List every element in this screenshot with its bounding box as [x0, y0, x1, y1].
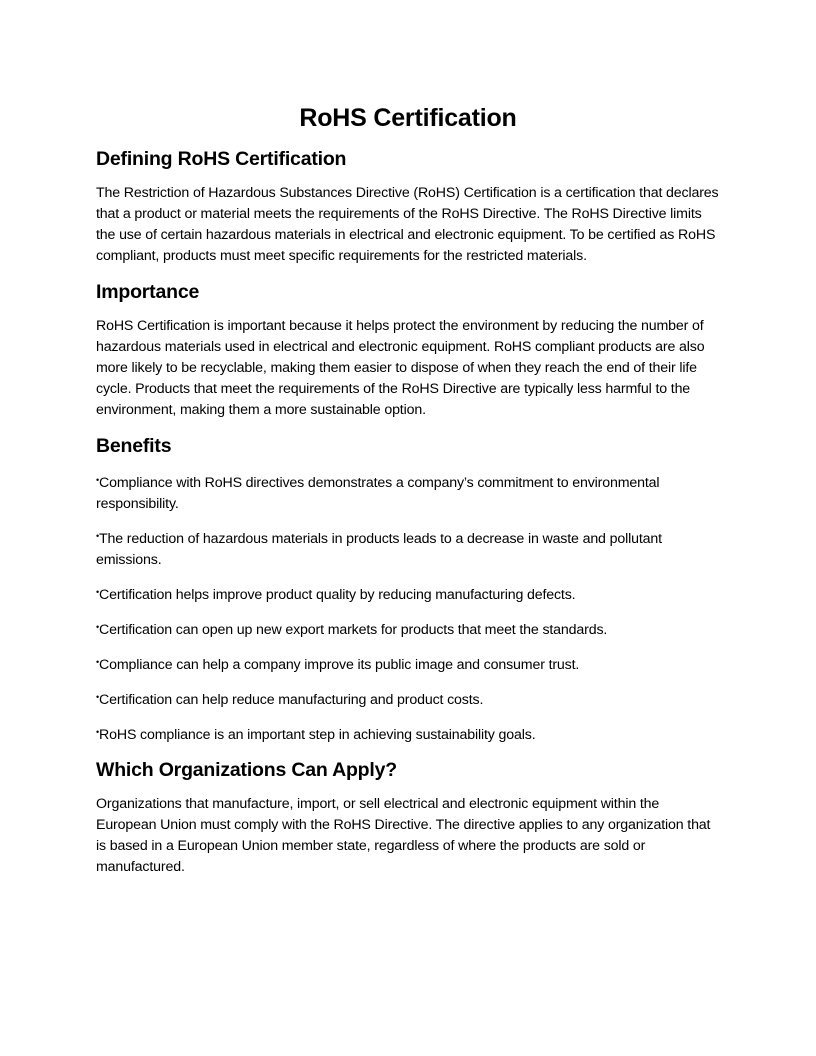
section-heading-importance: Importance — [96, 281, 200, 303]
section-defining — [96, 146, 720, 267]
list-item-text: RoHS compliance is an important step in achieving sustainability goals. — [99, 727, 536, 743]
bullet-icon: • — [96, 531, 100, 541]
list-item — [96, 470, 720, 515]
list-item — [96, 582, 720, 606]
benefits-list — [96, 470, 720, 746]
section-body-defining: The Restriction of Hazardous Substances Directive (RoHS) Certification is a certification that declares that a product or material meets the requirements of the RoHS Directive. The RoHS Directive limits the use of certain hazardous materials in electrical and electronic equipment. To be certified as RoHS compliant, products must meet specific requirements for the restricted materials. — [96, 185, 719, 264]
section-heading-benefits: Benefits — [96, 435, 172, 457]
section-heading-organizations: Which Organizations Can Apply? — [96, 759, 397, 781]
document-page — [96, 100, 720, 890]
list-item-text: The reduction of hazardous materials in products leads to a decrease in waste and pollutant emissions. — [96, 531, 662, 568]
list-item-text: Certification can help reduce manufacturing and product costs. — [99, 692, 484, 708]
section-body-importance: RoHS Certification is important because it helps protect the environment by reducing the number of hazardous materials used in electrical and electronic equipment. RoHS compliant products are also more likely to be recyclable, making them easier to dispose of when they reach the end of their life cycle. Products that meet the requirements of the RoHS Directive are typically less harmful to the environment, making them a more sustainable option. — [96, 318, 705, 418]
bullet-icon: • — [96, 727, 100, 737]
list-item — [96, 722, 720, 746]
section-heading-defining: Defining RoHS Certification — [96, 148, 347, 170]
list-item-text: Compliance with RoHS directives demonstrates a company’s commitment to environmental responsibility. — [96, 475, 660, 512]
section-benefits — [96, 433, 720, 746]
bullet-icon: • — [96, 657, 100, 667]
section-body-organizations: Organizations that manufacture, import, or sell electrical and electronic equipment within the European Union must comply with the RoHS Directive. The directive applies to any organization that is based in a European Union member state, regardless of where the products are sold or manufactured. — [96, 796, 711, 875]
bullet-icon: • — [96, 622, 100, 632]
list-item-text: Certification can open up new export markets for products that meet the standards. — [99, 622, 608, 638]
bullet-icon: • — [96, 587, 100, 597]
list-item — [96, 687, 720, 711]
section-importance — [96, 279, 720, 421]
section-organizations — [96, 757, 720, 878]
bullet-icon: • — [96, 692, 100, 702]
bullet-icon: • — [96, 475, 100, 485]
list-item-text: Certification helps improve product quality by reducing manufacturing defects. — [99, 587, 576, 603]
list-item — [96, 617, 720, 641]
list-item — [96, 652, 720, 676]
list-item-text: Compliance can help a company improve its public image and consumer trust. — [99, 657, 580, 673]
document-title: RoHS Certification — [299, 104, 517, 132]
list-item — [96, 526, 720, 571]
